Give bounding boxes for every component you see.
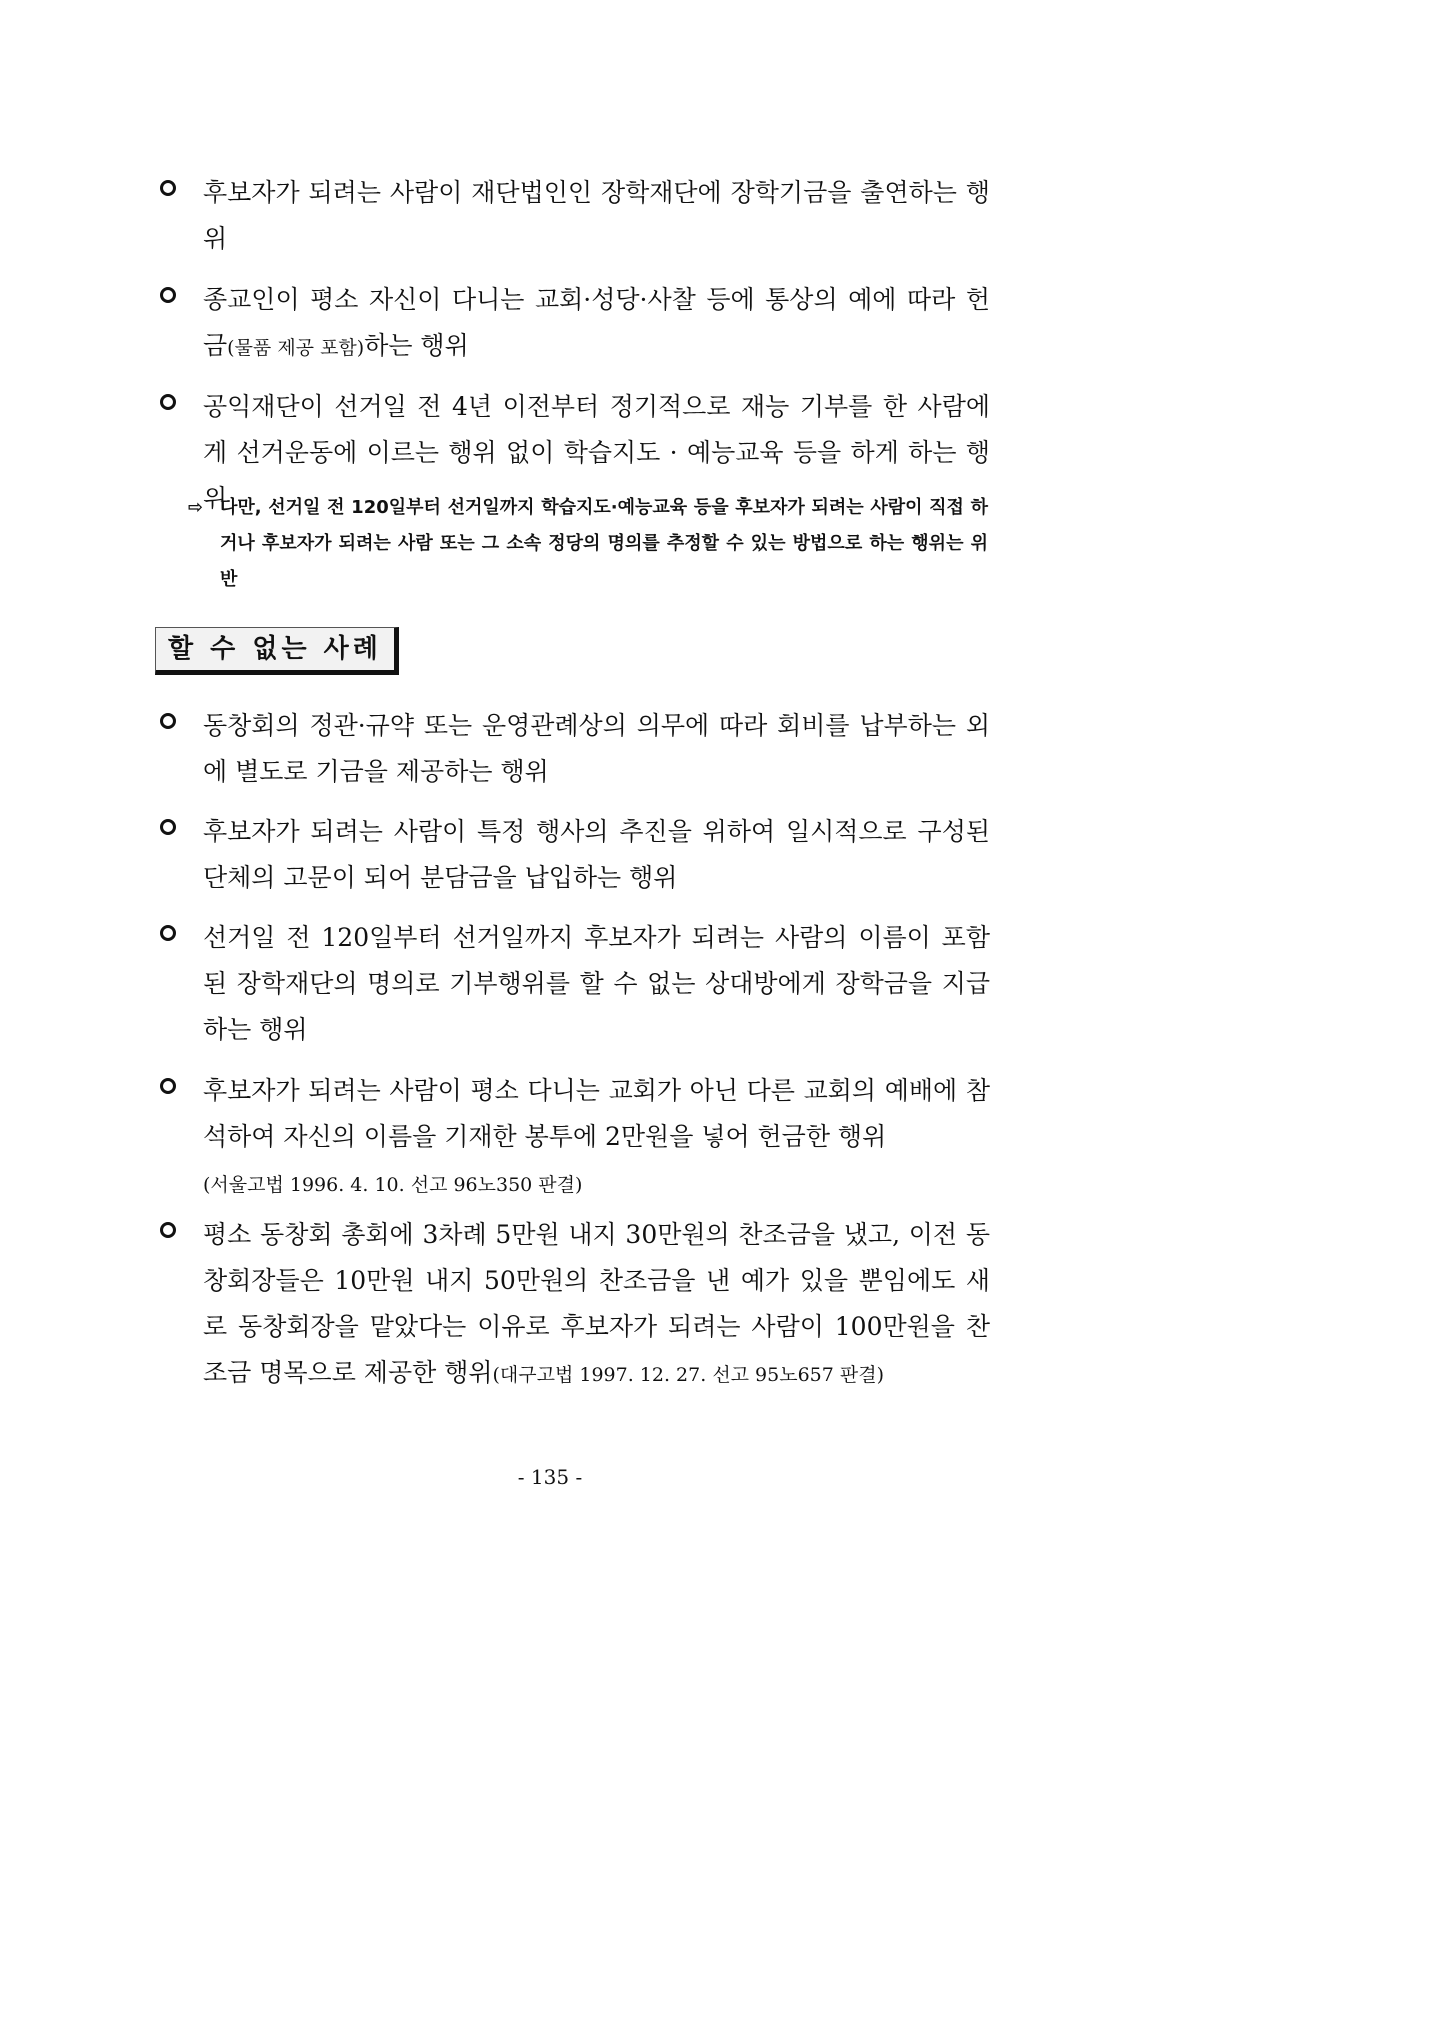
item-text-main: 종교인이 평소 자신이 다니는 교회·성당·사찰 등에 통상의 예에 따라 헌금	[203, 285, 990, 360]
note-text: 다만, 선거일 전 120일부터 선거일까지 학습지도·예능교육 등을 후보자가 되려는 사람이 직접 하거나 후보자가 되려는 사람 또는 그 소속 정당의 명의를 추정할 수 있는 방법으로 하는 행위는 위반	[220, 497, 988, 590]
list-item	[160, 915, 990, 1053]
circle-bullet-icon	[160, 394, 176, 410]
list-item	[160, 170, 990, 262]
circle-bullet-icon	[160, 713, 176, 729]
circle-bullet-icon	[160, 287, 176, 303]
list-item	[160, 1068, 990, 1208]
right-arrow-icon: ⇨	[188, 497, 204, 518]
item-text	[203, 1068, 990, 1208]
section-heading: 할 수 없는 사례	[155, 627, 399, 675]
circle-bullet-icon	[160, 1222, 176, 1238]
item-text	[203, 277, 990, 371]
list-item	[160, 703, 990, 795]
item-text-main: 후보자가 되려는 사람이 평소 다니는 교회가 아닌 다른 교회의 예배에 참석하여 자신의 이름을 기재한 봉투에 2만원을 넣어 헌금한 행위	[203, 1076, 990, 1151]
item-text: 후보자가 되려는 사람이 재단법인인 장학재단에 장학기금을 출연하는 행위	[203, 178, 990, 253]
circle-bullet-icon	[160, 180, 176, 196]
item-text	[203, 1212, 990, 1398]
list-item	[160, 1212, 990, 1398]
citation: (서울고법 1996. 4. 10. 선고 96노350 판결)	[203, 1174, 583, 1196]
exception-note	[188, 490, 988, 598]
item-text-parenthetical: (물품 제공 포함)	[227, 337, 365, 359]
item-text: 선거일 전 120일부터 선거일까지 후보자가 되려는 사람의 이름이 포함된 장학재단의 명의로 기부행위를 할 수 없는 상대방에게 장학금을 지급하는 행위	[203, 923, 990, 1044]
page-number: - 135 -	[517, 1465, 583, 1489]
item-text-tail: 하는 행위	[364, 331, 469, 360]
item-text: 동창회의 정관·규약 또는 운영관례상의 의무에 따라 회비를 납부하는 외에 별도로 기금을 제공하는 행위	[203, 711, 990, 786]
list-item	[160, 277, 990, 371]
citation: (대구고법 1997. 12. 27. 선고 95노657 판결)	[492, 1364, 885, 1386]
circle-bullet-icon	[160, 925, 176, 941]
item-text: 공익재단이 선거일 전 4년 이전부터 정기적으로 재능 기부를 한 사람에게 선거운동에 이르는 행위 없이 학습지도 · 예능교육 등을 하게 하는 행위	[203, 392, 990, 513]
list-item	[160, 809, 990, 901]
circle-bullet-icon	[160, 1078, 176, 1094]
item-text-main: 평소 동창회 총회에 3차례 5만원 내지 30만원의 찬조금을 냈고, 이전 동창회장들은 10만원 내지 50만원의 찬조금을 낸 예가 있을 뿐임에도 새로 동창회장을 맡았다는 이유로 후보자가 되려는 사람이 100만원을 찬조금 명목으로 제공한 행위	[203, 1220, 990, 1387]
item-text: 후보자가 되려는 사람이 특정 행사의 추진을 위하여 일시적으로 구성된 단체의 고문이 되어 분담금을 납입하는 행위	[203, 817, 990, 892]
circle-bullet-icon	[160, 819, 176, 835]
